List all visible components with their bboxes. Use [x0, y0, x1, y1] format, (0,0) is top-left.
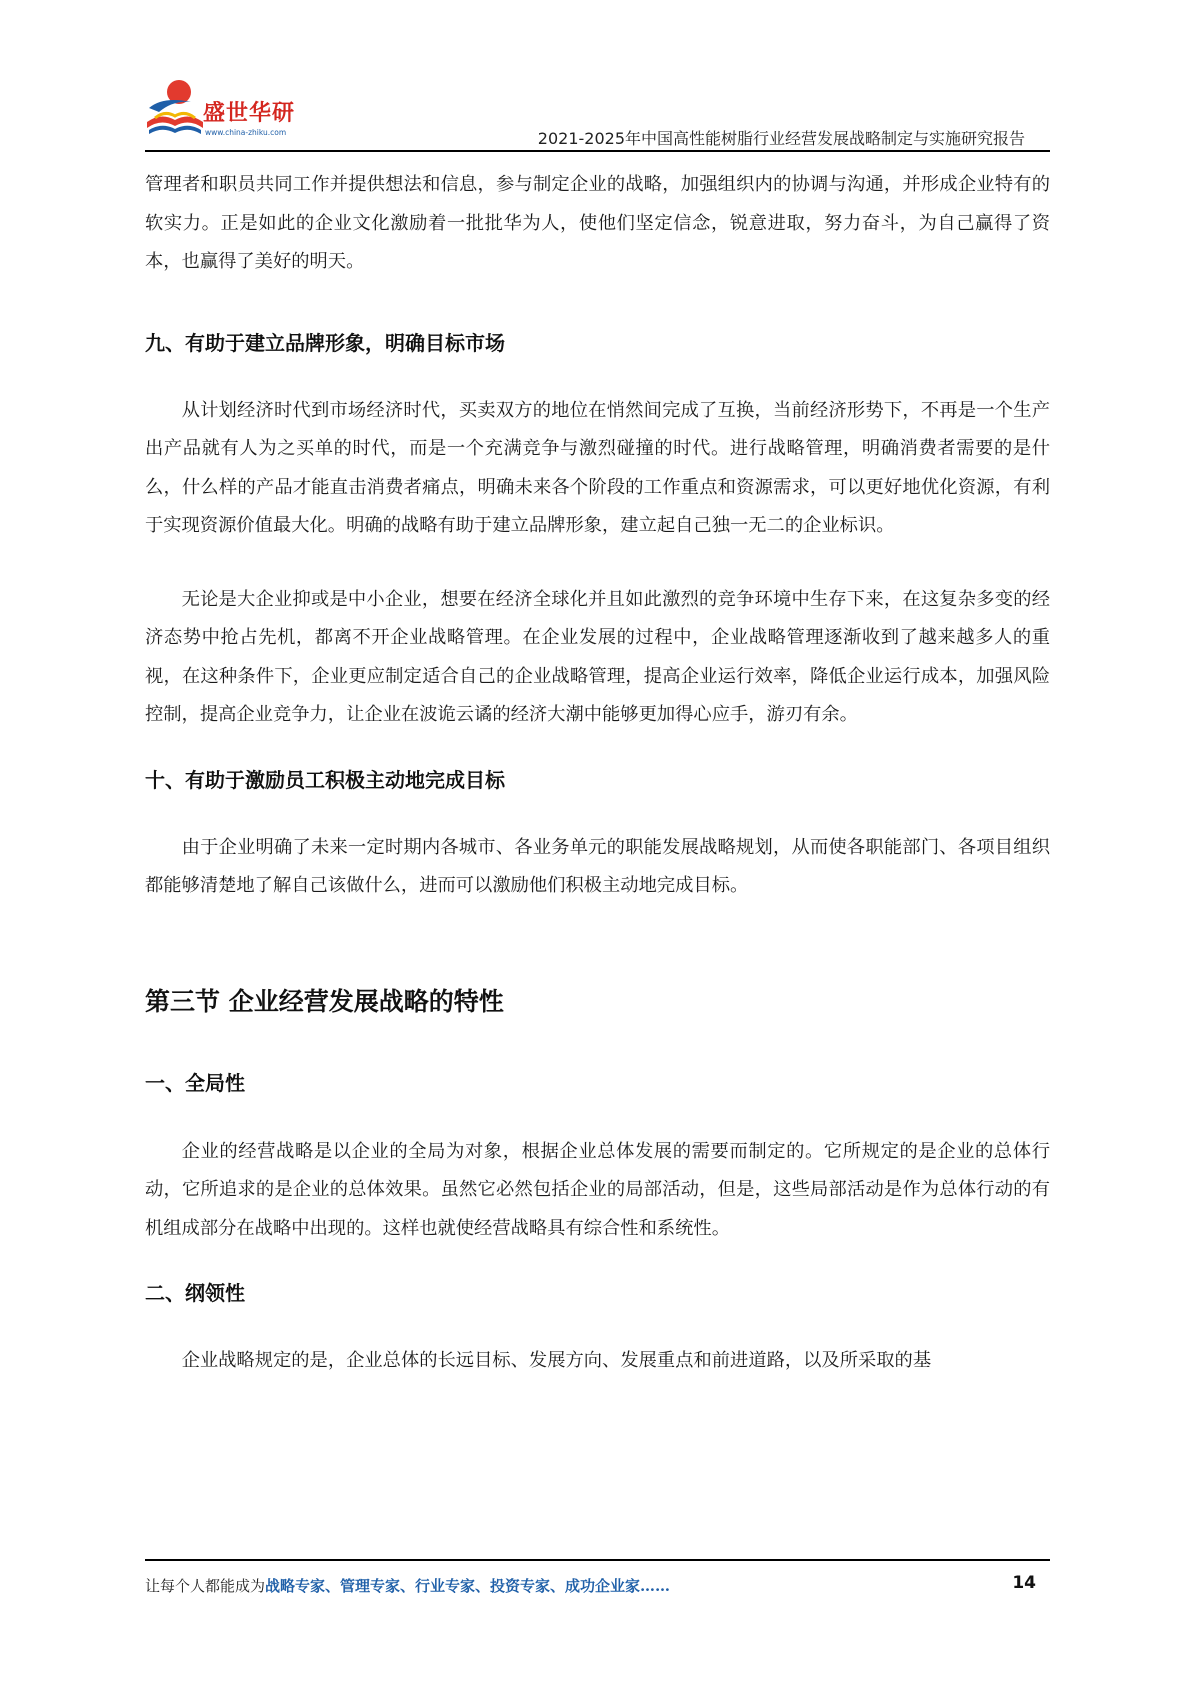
header-divider: [145, 150, 1050, 152]
logo-url: www.china-zhiku.com: [205, 128, 287, 137]
heading-two: 二、纲领性: [145, 1281, 245, 1305]
section-title: 第三节 企业经营发展战略的特性: [145, 986, 504, 1016]
logo: [145, 78, 315, 142]
footer-slogan-highlight: 战略专家、管理专家、行业专家、投资专家、成功企业家……: [265, 1577, 671, 1595]
paragraph: 企业战略规定的是，企业总体的长远目标、发展方向、发展重点和前进道路，以及所采取的基: [181, 1350, 932, 1371]
heading-nine: 九、有助于建立品牌形象，明确目标市场: [145, 330, 505, 355]
paragraph: 由于企业明确了未来一定时期内各城市、各业务单元的职能发展战略规划，从而使各职能部门、各项目组织都能够清楚地了解自己该做什么，进而可以激励他们积极主动地完成目标。: [145, 836, 1050, 896]
page-number: 14: [1012, 1573, 1036, 1593]
page-header: [145, 78, 1045, 148]
footer-slogan-prefix: 让每个人都能成为: [145, 1577, 266, 1595]
heading-one: 一、全局性: [145, 1070, 245, 1095]
paragraph: 从计划经济时代到市场经济时代，买卖双方的地位在悄然间完成了互换，当前经济形势下，不再是一个生产出产品就有人为之买单的时代，而是一个充满竞争与激烈碰撞的时代。进行战略管理，明确消费者需要的是什么，什么样的产品才能直击消费者痛点，明确未来各个阶段的工作重点和资源需求，可以更好地优化资源，有利于实现资源价值最大化。明确的战略有助于建立品牌形象，建立起自己独一无二的企业标识。: [145, 399, 1050, 536]
paragraph: 无论是大企业抑或是中小企业，想要在经济全球化并且如此激烈的竞争环境中生存下来，在这复杂多变的经济态势中抢占先机，都离不开企业战略管理。在企业发展的过程中，企业战略管理逐渐收到了越来越多人的重视，在这种条件下，企业更应制定适合自己的企业战略管理，提高企业运行效率，降低企业运行成本，加强风险控制，提高企业竞争力，让企业在波诡云谲的经济大潮中能够更加得心应手，游刃有余。: [145, 588, 1050, 725]
logo-name: 盛世华研: [203, 101, 296, 126]
book-globe-logo-icon: [145, 78, 205, 142]
paragraph: 企业的经营战略是以企业的全局为对象，根据企业总体发展的需要而制定的。它所规定的是企业的总体行动，它所追求的是企业的总体效果。虽然它必然包括企业的局部活动，但是，这些局部活动是作为总体行动的有机组成部分在战略中出现的。这样也就使经营战略具有综合性和系统性。: [145, 1140, 1050, 1239]
footer-divider: [145, 1559, 1050, 1561]
heading-ten: 十、有助于激励员工积极主动地完成目标: [145, 767, 505, 792]
report-title: 2021-2025年中国高性能树脂行业经营发展战略制定与实施研究报告: [537, 129, 1025, 148]
page-footer: [145, 1575, 1050, 1603]
paragraph: 管理者和职员共同工作并提供想法和信息，参与制定企业的战略，加强组织内的协调与沟通，并形成企业特有的软实力。正是如此的企业文化激励着一批批华为人，使他们坚定信念，锐意进取，努力奋斗，为自己赢得了资本，也赢得了美好的明天。: [145, 174, 1050, 272]
page-content: [145, 166, 1050, 1381]
